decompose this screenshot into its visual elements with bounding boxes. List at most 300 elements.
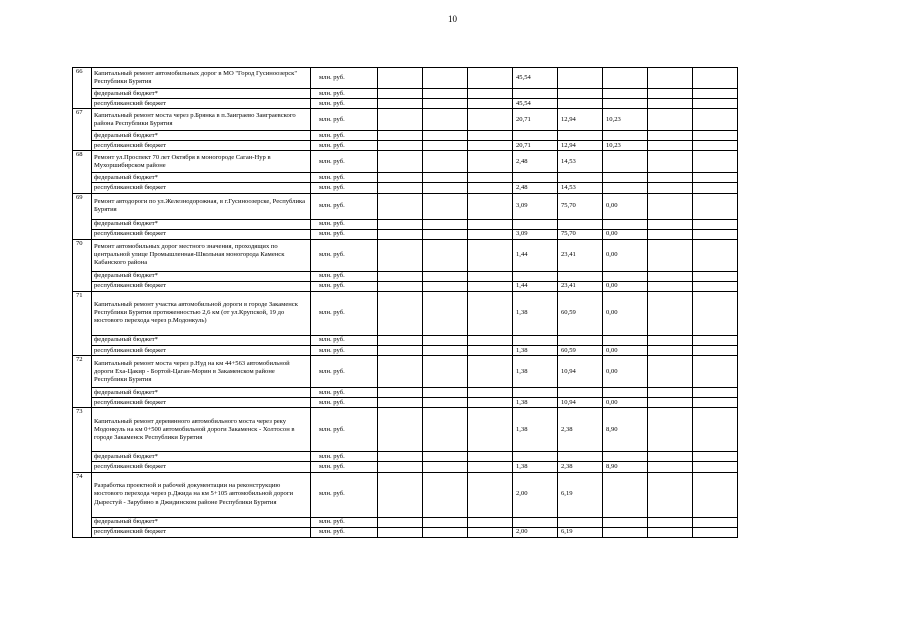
empty-cell [648, 462, 693, 472]
item-name-cell: федеральный бюджет* [92, 452, 311, 462]
unit-cell: млн. руб. [311, 356, 378, 388]
empty-cell [693, 398, 738, 408]
item-row [73, 239, 783, 271]
value-cell [558, 68, 603, 89]
empty-cell [468, 239, 513, 271]
republic-budget-row [73, 346, 783, 356]
empty-cell [693, 472, 738, 517]
item-row [73, 68, 783, 89]
item-name-cell: Разработка проектной и рабочей документации на реконструкцию мостового перехода через р.Джида на км 5+105 автомобильной дороги Дырестуй - Зарубино в Джидинском районе Республики Бурятия [92, 472, 311, 517]
unit-cell: млн. руб. [311, 89, 378, 99]
empty-cell [468, 408, 513, 452]
value-cell: 0,00 [603, 281, 648, 291]
item-name-cell: Капитальный ремонт участка автомобильной дороги в городе Закаменск Республики Бурятия протяженностью 2,6 км (от ул.Крупской, 19 до мостового перехода через р.Модонкуль) [92, 291, 311, 335]
empty-cell [648, 517, 693, 527]
empty-cell [468, 335, 513, 345]
republic-budget-row [73, 462, 783, 472]
empty-cell [423, 335, 468, 345]
value-cell: 75,70 [558, 193, 603, 219]
value-cell [558, 271, 603, 281]
unit-cell: млн. руб. [311, 346, 378, 356]
empty-cell [423, 398, 468, 408]
value-cell: 10,94 [558, 356, 603, 388]
empty-cell [378, 109, 423, 131]
empty-cell [423, 193, 468, 219]
unit-cell: млн. руб. [311, 408, 378, 452]
empty-cell [468, 291, 513, 335]
empty-cell [468, 141, 513, 151]
empty-cell [468, 109, 513, 131]
empty-cell [693, 109, 738, 131]
item-name-cell: республиканский бюджет [92, 346, 311, 356]
empty-cell [468, 229, 513, 239]
value-cell: 20,71 [513, 141, 558, 151]
empty-cell [468, 271, 513, 281]
empty-cell [423, 462, 468, 472]
unit-cell: млн. руб. [311, 229, 378, 239]
empty-cell [648, 141, 693, 151]
empty-cell [693, 239, 738, 271]
item-name-cell: федеральный бюджет* [92, 219, 311, 229]
value-cell [513, 388, 558, 398]
value-cell [603, 388, 648, 398]
value-cell [513, 131, 558, 141]
empty-cell [378, 462, 423, 472]
value-cell: 14,53 [558, 151, 603, 173]
unit-cell: млн. руб. [311, 291, 378, 335]
federal-budget-row [73, 335, 783, 345]
unit-cell: млн. руб. [311, 472, 378, 517]
value-cell: 45,54 [513, 68, 558, 89]
federal-budget-row [73, 89, 783, 99]
empty-cell [468, 388, 513, 398]
value-cell: 2,48 [513, 183, 558, 193]
empty-cell [693, 68, 738, 89]
item-name-cell: республиканский бюджет [92, 398, 311, 408]
value-cell [558, 517, 603, 527]
value-cell: 2,48 [513, 151, 558, 173]
empty-cell [693, 462, 738, 472]
item-name-cell: Ремонт автомобильных дорог местного значения, проходящих по центральной улице Промышленная-Школьная моногорода Каменск Кабанского района [92, 239, 311, 271]
value-cell: 23,41 [558, 281, 603, 291]
item-name-cell: федеральный бюджет* [92, 131, 311, 141]
unit-cell: млн. руб. [311, 68, 378, 89]
value-cell: 1,38 [513, 398, 558, 408]
empty-cell [693, 408, 738, 452]
empty-cell [378, 68, 423, 89]
empty-cell [378, 335, 423, 345]
empty-cell [378, 131, 423, 141]
value-cell: 3,09 [513, 193, 558, 219]
federal-budget-row [73, 173, 783, 183]
value-cell [603, 131, 648, 141]
federal-budget-row [73, 219, 783, 229]
value-cell: 14,53 [558, 183, 603, 193]
empty-cell [468, 281, 513, 291]
unit-cell: млн. руб. [311, 131, 378, 141]
value-cell [513, 89, 558, 99]
empty-cell [468, 452, 513, 462]
unit-cell: млн. руб. [311, 527, 378, 537]
empty-cell [648, 472, 693, 517]
value-cell: 12,94 [558, 109, 603, 131]
empty-cell [693, 89, 738, 99]
republic-budget-row [73, 141, 783, 151]
empty-cell [693, 131, 738, 141]
empty-cell [423, 356, 468, 388]
empty-cell [423, 346, 468, 356]
item-name-cell: республиканский бюджет [92, 527, 311, 537]
republic-budget-row [73, 183, 783, 193]
empty-cell [648, 99, 693, 109]
value-cell: 1,38 [513, 408, 558, 452]
empty-cell [693, 141, 738, 151]
empty-cell [693, 335, 738, 345]
unit-cell: млн. руб. [311, 517, 378, 527]
item-number-cell: 68 [73, 151, 92, 193]
item-name-cell: федеральный бюджет* [92, 388, 311, 398]
empty-cell [693, 388, 738, 398]
value-cell: 1,38 [513, 356, 558, 388]
value-cell: 3,09 [513, 229, 558, 239]
value-cell: 20,71 [513, 109, 558, 131]
value-cell [603, 89, 648, 99]
empty-cell [693, 183, 738, 193]
empty-cell [648, 193, 693, 219]
republic-budget-row [73, 398, 783, 408]
item-number-cell: 73 [73, 408, 92, 472]
value-cell: 23,41 [558, 239, 603, 271]
unit-cell: млн. руб. [311, 452, 378, 462]
item-name-cell: Капитальный ремонт автомобильных дорог в МО "Город Гусиноозерск" Республики Бурятия [92, 68, 311, 89]
value-cell: 1,44 [513, 281, 558, 291]
republic-budget-row [73, 99, 783, 109]
empty-cell [648, 131, 693, 141]
empty-cell [378, 356, 423, 388]
empty-cell [648, 408, 693, 452]
item-row [73, 109, 783, 131]
value-cell: 0,00 [603, 398, 648, 408]
item-name-cell: Ремонт автодороги по ул.Железнодорожная, в г.Гусиноозерске, Республика Бурятия [92, 193, 311, 219]
value-cell [513, 335, 558, 345]
value-cell [603, 271, 648, 281]
empty-cell [648, 398, 693, 408]
empty-cell [423, 517, 468, 527]
value-cell [513, 517, 558, 527]
value-cell [603, 99, 648, 109]
unit-cell: млн. руб. [311, 388, 378, 398]
empty-cell [693, 356, 738, 388]
item-number-cell: 69 [73, 193, 92, 239]
empty-cell [648, 388, 693, 398]
value-cell: 2,38 [558, 462, 603, 472]
value-cell [558, 99, 603, 109]
unit-cell: млн. руб. [311, 141, 378, 151]
empty-cell [648, 89, 693, 99]
empty-cell [693, 281, 738, 291]
empty-cell [423, 99, 468, 109]
empty-cell [423, 472, 468, 517]
empty-cell [423, 131, 468, 141]
empty-cell [468, 462, 513, 472]
empty-cell [423, 291, 468, 335]
empty-cell [468, 346, 513, 356]
value-cell: 75,70 [558, 229, 603, 239]
empty-cell [468, 151, 513, 173]
empty-cell [423, 452, 468, 462]
empty-cell [468, 356, 513, 388]
empty-cell [693, 229, 738, 239]
item-name-cell: федеральный бюджет* [92, 335, 311, 345]
value-cell: 0,00 [603, 229, 648, 239]
empty-cell [468, 89, 513, 99]
item-name-cell: республиканский бюджет [92, 183, 311, 193]
empty-cell [648, 291, 693, 335]
federal-budget-row [73, 131, 783, 141]
unit-cell: млн. руб. [311, 281, 378, 291]
empty-cell [378, 151, 423, 173]
empty-cell [378, 527, 423, 537]
unit-cell: млн. руб. [311, 219, 378, 229]
empty-cell [423, 151, 468, 173]
item-row [73, 408, 783, 452]
empty-cell [693, 271, 738, 281]
value-cell: 8,90 [603, 408, 648, 452]
item-name-cell: Капитальный ремонт деревянного автомобильного моста через реку Модонкуль на км 0+500 автомобильной дороги Закаменск - Холтосон в городе Закаменск Республики Бурятия [92, 408, 311, 452]
unit-cell: млн. руб. [311, 335, 378, 345]
empty-cell [423, 271, 468, 281]
empty-cell [423, 388, 468, 398]
empty-cell [468, 68, 513, 89]
empty-cell [378, 99, 423, 109]
unit-cell: млн. руб. [311, 173, 378, 183]
empty-cell [648, 356, 693, 388]
empty-cell [378, 291, 423, 335]
item-name-cell: федеральный бюджет* [92, 89, 311, 99]
empty-cell [648, 173, 693, 183]
value-cell [603, 183, 648, 193]
empty-cell [648, 335, 693, 345]
empty-cell [423, 141, 468, 151]
empty-cell [378, 281, 423, 291]
value-cell [513, 219, 558, 229]
empty-cell [468, 173, 513, 183]
empty-cell [423, 109, 468, 131]
empty-cell [648, 183, 693, 193]
value-cell [513, 173, 558, 183]
item-row [73, 472, 783, 517]
empty-cell [693, 346, 738, 356]
item-row [73, 193, 783, 219]
item-name-cell: федеральный бюджет* [92, 271, 311, 281]
empty-cell [468, 183, 513, 193]
unit-cell: млн. руб. [311, 151, 378, 173]
empty-cell [693, 193, 738, 219]
unit-cell: млн. руб. [311, 183, 378, 193]
empty-cell [468, 219, 513, 229]
value-cell: 0,00 [603, 346, 648, 356]
value-cell [603, 452, 648, 462]
value-cell [603, 517, 648, 527]
value-cell [558, 388, 603, 398]
empty-cell [378, 398, 423, 408]
item-number-cell: 67 [73, 109, 92, 151]
value-cell [558, 335, 603, 345]
empty-cell [693, 291, 738, 335]
empty-cell [693, 219, 738, 229]
empty-cell [378, 346, 423, 356]
empty-cell [423, 219, 468, 229]
empty-cell [423, 183, 468, 193]
republic-budget-row [73, 281, 783, 291]
empty-cell [378, 517, 423, 527]
budget-table-body [73, 68, 783, 538]
republic-budget-row [73, 229, 783, 239]
value-cell [558, 173, 603, 183]
empty-cell [648, 271, 693, 281]
empty-cell [423, 408, 468, 452]
empty-cell [378, 452, 423, 462]
value-cell: 1,38 [513, 291, 558, 335]
empty-cell [693, 517, 738, 527]
empty-cell [423, 527, 468, 537]
empty-cell [468, 527, 513, 537]
value-cell [558, 89, 603, 99]
empty-cell [423, 281, 468, 291]
value-cell [513, 452, 558, 462]
empty-cell [378, 388, 423, 398]
item-name-cell: республиканский бюджет [92, 281, 311, 291]
item-row [73, 291, 783, 335]
value-cell [603, 335, 648, 345]
value-cell [558, 452, 603, 462]
empty-cell [468, 131, 513, 141]
empty-cell [693, 173, 738, 183]
unit-cell: млн. руб. [311, 193, 378, 219]
empty-cell [468, 193, 513, 219]
item-name-cell: республиканский бюджет [92, 99, 311, 109]
unit-cell: млн. руб. [311, 271, 378, 281]
value-cell: 8,90 [603, 462, 648, 472]
empty-cell [378, 239, 423, 271]
empty-cell [693, 452, 738, 462]
empty-cell [423, 68, 468, 89]
empty-cell [378, 193, 423, 219]
value-cell [603, 151, 648, 173]
empty-cell [648, 281, 693, 291]
empty-cell [648, 239, 693, 271]
value-cell [603, 173, 648, 183]
value-cell [603, 68, 648, 89]
value-cell: 0,00 [603, 356, 648, 388]
federal-budget-row [73, 452, 783, 462]
value-cell [603, 527, 648, 537]
empty-cell [648, 151, 693, 173]
federal-budget-row [73, 271, 783, 281]
item-number-cell: 71 [73, 291, 92, 355]
value-cell: 0,00 [603, 193, 648, 219]
item-name-cell: федеральный бюджет* [92, 517, 311, 527]
empty-cell [468, 99, 513, 109]
empty-cell [648, 219, 693, 229]
item-number-cell: 70 [73, 239, 92, 291]
empty-cell [423, 173, 468, 183]
item-row [73, 151, 783, 173]
value-cell: 10,23 [603, 109, 648, 131]
empty-cell [378, 271, 423, 281]
empty-cell [468, 398, 513, 408]
federal-budget-row [73, 388, 783, 398]
unit-cell: млн. руб. [311, 239, 378, 271]
unit-cell: млн. руб. [311, 109, 378, 131]
value-cell [603, 219, 648, 229]
empty-cell [648, 527, 693, 537]
budget-table [72, 67, 783, 538]
unit-cell: млн. руб. [311, 398, 378, 408]
value-cell: 6,19 [558, 527, 603, 537]
value-cell: 1,44 [513, 239, 558, 271]
value-cell: 60,59 [558, 291, 603, 335]
empty-cell [378, 229, 423, 239]
item-number-cell: 72 [73, 356, 92, 408]
republic-budget-row [73, 527, 783, 537]
value-cell: 2,00 [513, 527, 558, 537]
unit-cell: млн. руб. [311, 462, 378, 472]
value-cell: 0,00 [603, 239, 648, 271]
value-cell [513, 271, 558, 281]
value-cell: 0,00 [603, 291, 648, 335]
item-name-cell: Капитальный ремонт моста через р.Нуд на км 44+563 автомобильной дороги Еха-Цакир - Бортой-Цаган-Морин в Закаменском районе Республики Бурятия [92, 356, 311, 388]
value-cell: 1,38 [513, 462, 558, 472]
value-cell: 45,54 [513, 99, 558, 109]
value-cell: 12,94 [558, 141, 603, 151]
empty-cell [468, 472, 513, 517]
value-cell: 1,38 [513, 346, 558, 356]
empty-cell [423, 239, 468, 271]
empty-cell [378, 141, 423, 151]
page-number: 10 [448, 14, 457, 24]
empty-cell [648, 109, 693, 131]
empty-cell [648, 452, 693, 462]
item-row [73, 356, 783, 388]
empty-cell [468, 517, 513, 527]
item-number-cell: 66 [73, 68, 92, 109]
empty-cell [648, 346, 693, 356]
empty-cell [378, 173, 423, 183]
empty-cell [693, 151, 738, 173]
value-cell [603, 472, 648, 517]
value-cell: 2,38 [558, 408, 603, 452]
item-name-cell: Ремонт ул.Проспект 70 лет Октября в моногороде Саган-Нур в Мухоршибирском районе [92, 151, 311, 173]
empty-cell [423, 89, 468, 99]
value-cell: 6,19 [558, 472, 603, 517]
value-cell: 60,59 [558, 346, 603, 356]
item-number-cell: 74 [73, 472, 92, 537]
empty-cell [378, 89, 423, 99]
federal-budget-row [73, 517, 783, 527]
empty-cell [423, 229, 468, 239]
empty-cell [378, 219, 423, 229]
unit-cell: млн. руб. [311, 99, 378, 109]
item-name-cell: федеральный бюджет* [92, 173, 311, 183]
empty-cell [378, 472, 423, 517]
empty-cell [648, 68, 693, 89]
item-name-cell: республиканский бюджет [92, 462, 311, 472]
item-name-cell: республиканский бюджет [92, 141, 311, 151]
value-cell [558, 219, 603, 229]
empty-cell [648, 229, 693, 239]
empty-cell [693, 527, 738, 537]
